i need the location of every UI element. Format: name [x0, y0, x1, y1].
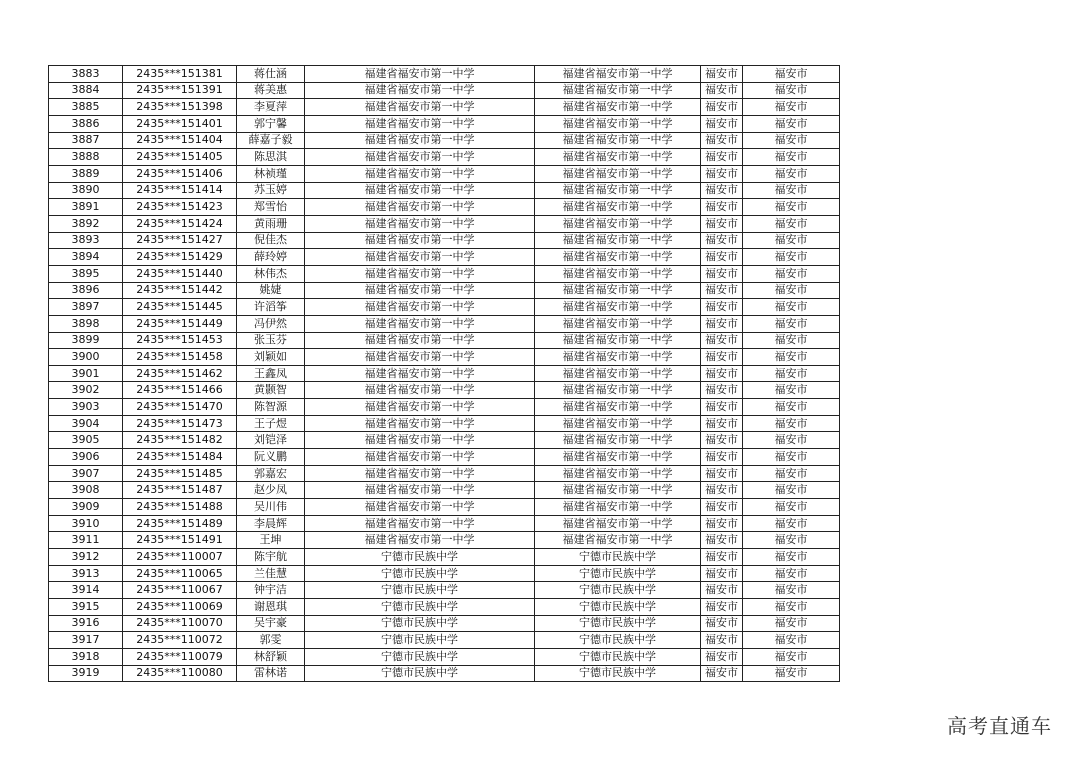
cell-graduating-school: 宁德市民族中学	[535, 549, 701, 566]
cell-city: 福安市	[743, 382, 840, 399]
table-row	[49, 532, 840, 549]
table-row	[49, 315, 840, 332]
table-row	[49, 215, 840, 232]
cell-number: 3890	[49, 182, 123, 199]
cell-graduating-school: 宁德市民族中学	[535, 599, 701, 616]
cell-county: 福安市	[701, 215, 743, 232]
cell-name: 陈智源	[237, 399, 305, 416]
cell-school: 福建省福安市第一中学	[305, 265, 535, 282]
cell-number: 3919	[49, 665, 123, 682]
cell-city: 福安市	[743, 515, 840, 532]
cell-graduating-school: 宁德市民族中学	[535, 648, 701, 665]
cell-county: 福安市	[701, 282, 743, 299]
cell-number: 3897	[49, 299, 123, 316]
cell-school: 福建省福安市第一中学	[305, 349, 535, 366]
cell-exam-id: 2435***151442	[123, 282, 237, 299]
cell-county: 福安市	[701, 299, 743, 316]
cell-county: 福安市	[701, 99, 743, 116]
table-row	[49, 449, 840, 466]
table-row	[49, 282, 840, 299]
cell-county: 福安市	[701, 132, 743, 149]
cell-name: 林伟杰	[237, 265, 305, 282]
cell-school: 福建省福安市第一中学	[305, 332, 535, 349]
cell-county: 福安市	[701, 165, 743, 182]
cell-name: 黄颢智	[237, 382, 305, 399]
cell-city: 福安市	[743, 199, 840, 216]
cell-county: 福安市	[701, 265, 743, 282]
cell-exam-id: 2435***151406	[123, 165, 237, 182]
table-row	[49, 349, 840, 366]
cell-graduating-school: 福建省福安市第一中学	[535, 115, 701, 132]
cell-graduating-school: 福建省福安市第一中学	[535, 232, 701, 249]
cell-number: 3896	[49, 282, 123, 299]
cell-name: 薛嘉子毅	[237, 132, 305, 149]
cell-name: 林舒颖	[237, 648, 305, 665]
cell-school: 福建省福安市第一中学	[305, 365, 535, 382]
table-row	[49, 549, 840, 566]
cell-name: 刘铠泽	[237, 432, 305, 449]
cell-number: 3918	[49, 648, 123, 665]
cell-graduating-school: 福建省福安市第一中学	[535, 249, 701, 266]
cell-exam-id: 2435***151445	[123, 299, 237, 316]
table-row	[49, 499, 840, 516]
cell-school: 宁德市民族中学	[305, 665, 535, 682]
cell-number: 3910	[49, 515, 123, 532]
cell-school: 宁德市民族中学	[305, 615, 535, 632]
cell-number: 3904	[49, 415, 123, 432]
cell-graduating-school: 宁德市民族中学	[535, 665, 701, 682]
cell-county: 福安市	[701, 415, 743, 432]
cell-county: 福安市	[701, 499, 743, 516]
cell-exam-id: 2435***151453	[123, 332, 237, 349]
table-row	[49, 415, 840, 432]
table-row	[49, 599, 840, 616]
cell-exam-id: 2435***110070	[123, 615, 237, 632]
cell-exam-id: 2435***110007	[123, 549, 237, 566]
table-row	[49, 249, 840, 266]
cell-school: 福建省福安市第一中学	[305, 465, 535, 482]
cell-name: 谢恩琪	[237, 599, 305, 616]
cell-number: 3898	[49, 315, 123, 332]
table-row	[49, 365, 840, 382]
cell-county: 福安市	[701, 332, 743, 349]
cell-number: 3901	[49, 365, 123, 382]
cell-name: 蒋仕涵	[237, 66, 305, 83]
cell-graduating-school: 宁德市民族中学	[535, 582, 701, 599]
cell-number: 3893	[49, 232, 123, 249]
cell-school: 福建省福安市第一中学	[305, 182, 535, 199]
cell-name: 王鑫凤	[237, 365, 305, 382]
cell-county: 福安市	[701, 665, 743, 682]
cell-exam-id: 2435***151381	[123, 66, 237, 83]
cell-school: 福建省福安市第一中学	[305, 399, 535, 416]
cell-exam-id: 2435***151473	[123, 415, 237, 432]
cell-name: 张玉芬	[237, 332, 305, 349]
cell-school: 福建省福安市第一中学	[305, 299, 535, 316]
cell-name: 倪佳杰	[237, 232, 305, 249]
cell-number: 3908	[49, 482, 123, 499]
cell-school: 福建省福安市第一中学	[305, 432, 535, 449]
cell-graduating-school: 福建省福安市第一中学	[535, 132, 701, 149]
cell-exam-id: 2435***151401	[123, 115, 237, 132]
cell-exam-id: 2435***151449	[123, 315, 237, 332]
cell-number: 3906	[49, 449, 123, 466]
cell-name: 蒋美惠	[237, 82, 305, 99]
cell-name: 郑雪怡	[237, 199, 305, 216]
cell-graduating-school: 福建省福安市第一中学	[535, 199, 701, 216]
cell-city: 福安市	[743, 332, 840, 349]
table-row	[49, 99, 840, 116]
table-row	[49, 515, 840, 532]
cell-school: 宁德市民族中学	[305, 582, 535, 599]
cell-graduating-school: 福建省福安市第一中学	[535, 66, 701, 83]
cell-number: 3892	[49, 215, 123, 232]
table-row	[49, 82, 840, 99]
table-row	[49, 115, 840, 132]
cell-city: 福安市	[743, 432, 840, 449]
table-row	[49, 66, 840, 83]
roster-table-body	[49, 66, 840, 682]
cell-exam-id: 2435***110080	[123, 665, 237, 682]
cell-graduating-school: 福建省福安市第一中学	[535, 82, 701, 99]
cell-name: 兰佳慧	[237, 565, 305, 582]
cell-city: 福安市	[743, 499, 840, 516]
table-row	[49, 399, 840, 416]
cell-name: 郭宁馨	[237, 115, 305, 132]
cell-city: 福安市	[743, 399, 840, 416]
cell-school: 福建省福安市第一中学	[305, 282, 535, 299]
cell-graduating-school: 福建省福安市第一中学	[535, 415, 701, 432]
table-row	[49, 149, 840, 166]
cell-city: 福安市	[743, 532, 840, 549]
cell-number: 3917	[49, 632, 123, 649]
cell-city: 福安市	[743, 315, 840, 332]
cell-graduating-school: 福建省福安市第一中学	[535, 465, 701, 482]
cell-county: 福安市	[701, 532, 743, 549]
cell-exam-id: 2435***151482	[123, 432, 237, 449]
cell-city: 福安市	[743, 465, 840, 482]
cell-number: 3915	[49, 599, 123, 616]
cell-school: 福建省福安市第一中学	[305, 499, 535, 516]
table-row	[49, 182, 840, 199]
cell-graduating-school: 福建省福安市第一中学	[535, 349, 701, 366]
cell-city: 福安市	[743, 482, 840, 499]
cell-number: 3891	[49, 199, 123, 216]
table-row	[49, 665, 840, 682]
table-row	[49, 265, 840, 282]
cell-graduating-school: 福建省福安市第一中学	[535, 282, 701, 299]
cell-graduating-school: 宁德市民族中学	[535, 615, 701, 632]
cell-graduating-school: 福建省福安市第一中学	[535, 215, 701, 232]
cell-school: 福建省福安市第一中学	[305, 82, 535, 99]
cell-name: 李夏萍	[237, 99, 305, 116]
cell-name: 吴川伟	[237, 499, 305, 516]
cell-city: 福安市	[743, 249, 840, 266]
cell-city: 福安市	[743, 182, 840, 199]
cell-school: 宁德市民族中学	[305, 565, 535, 582]
cell-number: 3903	[49, 399, 123, 416]
cell-name: 陈思淇	[237, 149, 305, 166]
cell-exam-id: 2435***151458	[123, 349, 237, 366]
cell-county: 福安市	[701, 399, 743, 416]
cell-city: 福安市	[743, 215, 840, 232]
table-row	[49, 165, 840, 182]
cell-county: 福安市	[701, 315, 743, 332]
cell-name: 陈宇航	[237, 549, 305, 566]
cell-exam-id: 2435***151405	[123, 149, 237, 166]
cell-school: 福建省福安市第一中学	[305, 149, 535, 166]
cell-number: 3911	[49, 532, 123, 549]
cell-name: 姚婕	[237, 282, 305, 299]
table-row	[49, 632, 840, 649]
cell-county: 福安市	[701, 349, 743, 366]
cell-school: 福建省福安市第一中学	[305, 532, 535, 549]
cell-city: 福安市	[743, 615, 840, 632]
table-row	[49, 332, 840, 349]
cell-number: 3895	[49, 265, 123, 282]
cell-graduating-school: 宁德市民族中学	[535, 632, 701, 649]
table-row	[49, 232, 840, 249]
cell-graduating-school: 福建省福安市第一中学	[535, 432, 701, 449]
cell-number: 3912	[49, 549, 123, 566]
cell-number: 3902	[49, 382, 123, 399]
cell-school: 福建省福安市第一中学	[305, 115, 535, 132]
cell-city: 福安市	[743, 165, 840, 182]
cell-exam-id: 2435***110079	[123, 648, 237, 665]
cell-name: 李晨辉	[237, 515, 305, 532]
cell-number: 3899	[49, 332, 123, 349]
cell-county: 福安市	[701, 482, 743, 499]
cell-county: 福安市	[701, 449, 743, 466]
cell-number: 3907	[49, 465, 123, 482]
cell-number: 3909	[49, 499, 123, 516]
cell-exam-id: 2435***151427	[123, 232, 237, 249]
cell-exam-id: 2435***151462	[123, 365, 237, 382]
cell-school: 福建省福安市第一中学	[305, 449, 535, 466]
cell-name: 阮义鹏	[237, 449, 305, 466]
cell-county: 福安市	[701, 365, 743, 382]
cell-county: 福安市	[701, 465, 743, 482]
cell-county: 福安市	[701, 149, 743, 166]
cell-city: 福安市	[743, 232, 840, 249]
cell-name: 林祯瑾	[237, 165, 305, 182]
cell-city: 福安市	[743, 415, 840, 432]
cell-city: 福安市	[743, 349, 840, 366]
cell-school: 福建省福安市第一中学	[305, 215, 535, 232]
cell-exam-id: 2435***151398	[123, 99, 237, 116]
cell-exam-id: 2435***110069	[123, 599, 237, 616]
cell-county: 福安市	[701, 432, 743, 449]
table-row	[49, 432, 840, 449]
cell-name: 黄雨珊	[237, 215, 305, 232]
cell-exam-id: 2435***151424	[123, 215, 237, 232]
table-row	[49, 648, 840, 665]
cell-number: 3889	[49, 165, 123, 182]
cell-number: 3885	[49, 99, 123, 116]
cell-exam-id: 2435***151440	[123, 265, 237, 282]
cell-graduating-school: 福建省福安市第一中学	[535, 399, 701, 416]
cell-graduating-school: 宁德市民族中学	[535, 565, 701, 582]
cell-city: 福安市	[743, 365, 840, 382]
cell-number: 3916	[49, 615, 123, 632]
cell-number: 3888	[49, 149, 123, 166]
cell-number: 3894	[49, 249, 123, 266]
cell-exam-id: 2435***151489	[123, 515, 237, 532]
cell-school: 福建省福安市第一中学	[305, 165, 535, 182]
cell-name: 薛玲婷	[237, 249, 305, 266]
cell-graduating-school: 福建省福安市第一中学	[535, 182, 701, 199]
cell-county: 福安市	[701, 632, 743, 649]
cell-graduating-school: 福建省福安市第一中学	[535, 299, 701, 316]
cell-name: 郭雯	[237, 632, 305, 649]
cell-exam-id: 2435***110065	[123, 565, 237, 582]
cell-county: 福安市	[701, 565, 743, 582]
cell-number: 3913	[49, 565, 123, 582]
cell-school: 福建省福安市第一中学	[305, 415, 535, 432]
cell-city: 福安市	[743, 565, 840, 582]
cell-county: 福安市	[701, 249, 743, 266]
cell-county: 福安市	[701, 648, 743, 665]
table-row	[49, 565, 840, 582]
cell-county: 福安市	[701, 82, 743, 99]
cell-exam-id: 2435***151429	[123, 249, 237, 266]
cell-school: 福建省福安市第一中学	[305, 315, 535, 332]
cell-name: 许滔筝	[237, 299, 305, 316]
cell-school: 福建省福安市第一中学	[305, 232, 535, 249]
table-row	[49, 382, 840, 399]
cell-school: 福建省福安市第一中学	[305, 249, 535, 266]
cell-county: 福安市	[701, 115, 743, 132]
cell-school: 福建省福安市第一中学	[305, 66, 535, 83]
cell-exam-id: 2435***151484	[123, 449, 237, 466]
table-row	[49, 199, 840, 216]
cell-school: 宁德市民族中学	[305, 549, 535, 566]
cell-exam-id: 2435***151391	[123, 82, 237, 99]
cell-county: 福安市	[701, 549, 743, 566]
cell-county: 福安市	[701, 232, 743, 249]
cell-number: 3905	[49, 432, 123, 449]
cell-school: 宁德市民族中学	[305, 599, 535, 616]
cell-name: 王子煜	[237, 415, 305, 432]
cell-name: 刘颖如	[237, 349, 305, 366]
cell-name: 郭嘉宏	[237, 465, 305, 482]
cell-name: 吴宇豪	[237, 615, 305, 632]
cell-city: 福安市	[743, 282, 840, 299]
cell-school: 福建省福安市第一中学	[305, 199, 535, 216]
cell-exam-id: 2435***151487	[123, 482, 237, 499]
cell-number: 3914	[49, 582, 123, 599]
cell-number: 3900	[49, 349, 123, 366]
cell-city: 福安市	[743, 265, 840, 282]
cell-city: 福安市	[743, 66, 840, 83]
cell-city: 福安市	[743, 132, 840, 149]
cell-city: 福安市	[743, 449, 840, 466]
cell-county: 福安市	[701, 199, 743, 216]
cell-number: 3886	[49, 115, 123, 132]
cell-county: 福安市	[701, 382, 743, 399]
cell-exam-id: 2435***151488	[123, 499, 237, 516]
cell-name: 苏玉婷	[237, 182, 305, 199]
cell-graduating-school: 福建省福安市第一中学	[535, 99, 701, 116]
cell-city: 福安市	[743, 599, 840, 616]
cell-number: 3883	[49, 66, 123, 83]
cell-city: 福安市	[743, 632, 840, 649]
table-row	[49, 615, 840, 632]
cell-exam-id: 2435***151470	[123, 399, 237, 416]
cell-city: 福安市	[743, 99, 840, 116]
cell-name: 冯伊然	[237, 315, 305, 332]
watermark-text: 高考直通车	[947, 714, 1052, 738]
cell-graduating-school: 福建省福安市第一中学	[535, 365, 701, 382]
table-row	[49, 299, 840, 316]
cell-school: 宁德市民族中学	[305, 648, 535, 665]
cell-exam-id: 2435***151491	[123, 532, 237, 549]
cell-county: 福安市	[701, 66, 743, 83]
cell-exam-id: 2435***151404	[123, 132, 237, 149]
cell-city: 福安市	[743, 665, 840, 682]
cell-graduating-school: 福建省福安市第一中学	[535, 165, 701, 182]
cell-city: 福安市	[743, 149, 840, 166]
cell-city: 福安市	[743, 115, 840, 132]
cell-exam-id: 2435***151466	[123, 382, 237, 399]
cell-county: 福安市	[701, 599, 743, 616]
cell-city: 福安市	[743, 549, 840, 566]
table-row	[49, 465, 840, 482]
cell-number: 3887	[49, 132, 123, 149]
cell-exam-id: 2435***151423	[123, 199, 237, 216]
cell-city: 福安市	[743, 648, 840, 665]
cell-exam-id: 2435***110072	[123, 632, 237, 649]
table-row	[49, 582, 840, 599]
cell-school: 福建省福安市第一中学	[305, 99, 535, 116]
cell-county: 福安市	[701, 615, 743, 632]
cell-city: 福安市	[743, 582, 840, 599]
table-row	[49, 132, 840, 149]
cell-school: 福建省福安市第一中学	[305, 382, 535, 399]
cell-name: 王坤	[237, 532, 305, 549]
cell-school: 福建省福安市第一中学	[305, 132, 535, 149]
roster-table	[48, 65, 840, 682]
cell-exam-id: 2435***110067	[123, 582, 237, 599]
cell-city: 福安市	[743, 82, 840, 99]
cell-graduating-school: 福建省福安市第一中学	[535, 382, 701, 399]
cell-graduating-school: 福建省福安市第一中学	[535, 149, 701, 166]
cell-graduating-school: 福建省福安市第一中学	[535, 515, 701, 532]
cell-name: 赵少凤	[237, 482, 305, 499]
cell-county: 福安市	[701, 582, 743, 599]
cell-graduating-school: 福建省福安市第一中学	[535, 332, 701, 349]
cell-school: 福建省福安市第一中学	[305, 515, 535, 532]
cell-graduating-school: 福建省福安市第一中学	[535, 265, 701, 282]
cell-graduating-school: 福建省福安市第一中学	[535, 449, 701, 466]
cell-city: 福安市	[743, 299, 840, 316]
cell-graduating-school: 福建省福安市第一中学	[535, 482, 701, 499]
cell-school: 福建省福安市第一中学	[305, 482, 535, 499]
cell-graduating-school: 福建省福安市第一中学	[535, 315, 701, 332]
cell-county: 福安市	[701, 515, 743, 532]
table-row	[49, 482, 840, 499]
cell-graduating-school: 福建省福安市第一中学	[535, 532, 701, 549]
cell-county: 福安市	[701, 182, 743, 199]
cell-number: 3884	[49, 82, 123, 99]
cell-graduating-school: 福建省福安市第一中学	[535, 499, 701, 516]
cell-name: 雷林诺	[237, 665, 305, 682]
cell-school: 宁德市民族中学	[305, 632, 535, 649]
cell-name: 钟宇洁	[237, 582, 305, 599]
cell-exam-id: 2435***151485	[123, 465, 237, 482]
cell-exam-id: 2435***151414	[123, 182, 237, 199]
